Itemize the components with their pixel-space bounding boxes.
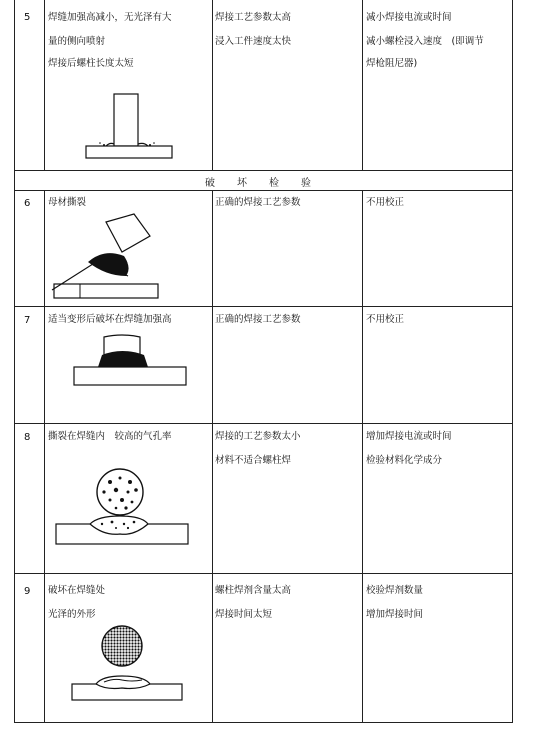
row-number: 8 bbox=[24, 432, 31, 443]
table-border-left bbox=[14, 0, 15, 722]
remedy-line: 减小焊接电流或时间 bbox=[366, 12, 452, 23]
remedy-line: 不用校正 bbox=[366, 314, 405, 325]
defect-line: 破坏在焊缝处 bbox=[48, 585, 106, 596]
table-col-divider bbox=[44, 190, 45, 722]
defect-line: 焊接后螺柱长度太短 bbox=[48, 58, 134, 69]
table-border-right bbox=[512, 0, 513, 722]
defect-line: 母材撕裂 bbox=[48, 197, 87, 208]
cause-line: 焊接的工艺参数太小 bbox=[215, 431, 301, 442]
row-number: 9 bbox=[24, 586, 31, 597]
table-col-divider bbox=[362, 0, 363, 170]
remedy-line: 不用校正 bbox=[366, 197, 405, 208]
table-row-divider bbox=[14, 190, 513, 191]
cause-line: 材料不适合螺柱焊 bbox=[215, 455, 292, 466]
stud-weld-diagram bbox=[80, 90, 180, 162]
weld-fracture-diagram bbox=[68, 624, 186, 706]
cause-line: 焊接时间太短 bbox=[215, 609, 273, 620]
cause-line: 螺柱焊剂含量太高 bbox=[215, 585, 292, 596]
table-border-bottom bbox=[14, 722, 513, 723]
table-row-divider bbox=[14, 573, 513, 574]
cause-line: 正确的焊接工艺参数 bbox=[215, 314, 301, 325]
table-col-divider bbox=[212, 0, 213, 170]
row-number: 6 bbox=[24, 198, 31, 209]
table-col-divider bbox=[212, 190, 213, 722]
cause-line: 正确的焊接工艺参数 bbox=[215, 197, 301, 208]
defect-line: 适当变形后破坏在焊缝加强高 bbox=[48, 314, 172, 325]
section-header: 破坏检验 bbox=[205, 178, 333, 189]
table-row-divider bbox=[14, 170, 513, 171]
remedy-line: 减小螺栓浸入速度 (即调节 bbox=[366, 36, 484, 47]
table-row-divider bbox=[14, 306, 513, 307]
defect-line: 量的侧向喷射 bbox=[48, 36, 106, 47]
defect-line: 撕裂在焊缝内 较高的气孔率 bbox=[48, 431, 172, 442]
table-row-divider bbox=[14, 423, 513, 424]
remedy-line: 校验焊剂数量 bbox=[366, 585, 424, 596]
defect-line: 焊缝加强高减小，无光泽有大 bbox=[48, 12, 172, 23]
remedy-line: 焊枪阻尼器) bbox=[366, 58, 418, 69]
row-number: 5 bbox=[24, 12, 31, 23]
table-col-divider bbox=[44, 0, 45, 170]
weld-reinforcement-failure-diagram bbox=[70, 333, 190, 391]
row-number: 7 bbox=[24, 315, 31, 326]
porosity-tear-diagram bbox=[54, 468, 190, 548]
remedy-line: 检验材料化学成分 bbox=[366, 455, 443, 466]
cause-line: 焊接工艺参数太高 bbox=[215, 12, 292, 23]
table-col-divider bbox=[362, 190, 363, 722]
defect-line: 光泽的外形 bbox=[48, 609, 96, 620]
parent-metal-tear-diagram bbox=[46, 212, 166, 304]
remedy-line: 增加焊接时间 bbox=[366, 609, 424, 620]
remedy-line: 增加焊接电流或时间 bbox=[366, 431, 452, 442]
cause-line: 浸入工件速度太快 bbox=[215, 36, 292, 47]
